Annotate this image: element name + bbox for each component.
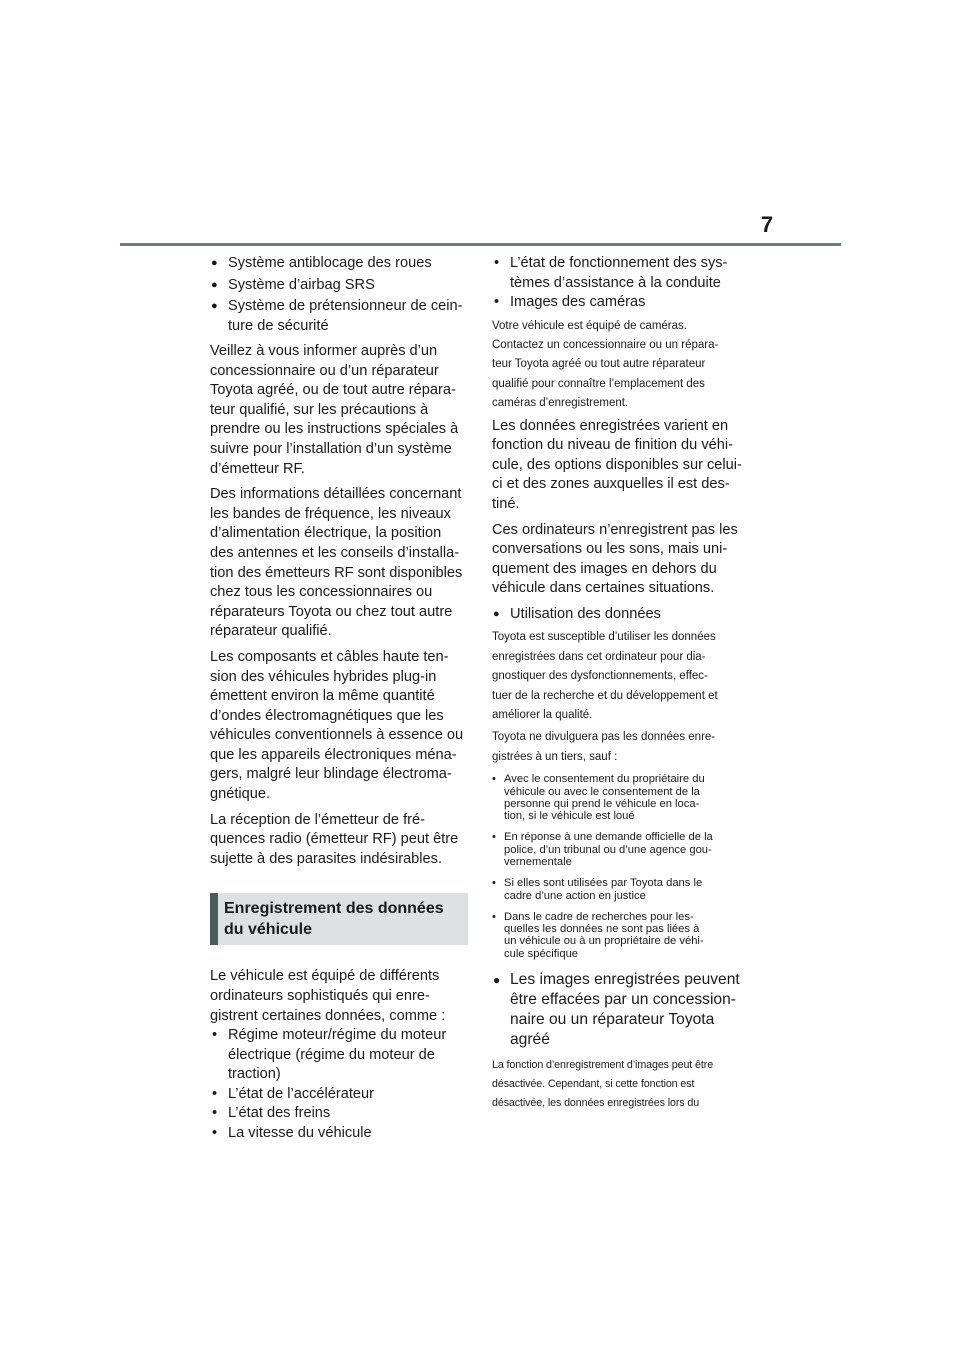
paragraph-rf-installation: Veillez à vous informer auprès d’un concessionnaire ou d’un réparateur Toyota agréé, ou de tout autre répara- teur qualifié, sur les précautions à prendre ou les instructions spéciales à suivre pour l’installation d’un système d’émetteur RF. xyxy=(210,343,459,477)
page-number: 7 xyxy=(760,212,774,237)
note-cameras: Votre véhicule est équipé de caméras. Contactez un concessionnaire ou un répara- teur Toyota agréé ou tout autre réparateur qualifié pour connaître l’emplacement des caméras d’enregistrement. xyxy=(492,319,719,410)
dash-item: • Régime moteur/régime du moteur électrique (régime du moteur de traction) xyxy=(210,1026,472,1085)
sub-item: • Dans le cadre de recherches pour les- quelles les données ne sont pas liées à un véhicule ou à un propriétaire de véhi- cule spécifique xyxy=(492,911,754,960)
bullet-item: ● Système d’airbag SRS xyxy=(210,276,472,296)
paragraph-no-sound: Ces ordinateurs n’enregistrent pas les conversations ou les sons, mais uni- quement des images en dehors du véhicule dans certaines situations. xyxy=(492,521,738,597)
dash-item: • L’état des freins xyxy=(210,1104,472,1124)
sub-item: • En réponse à une demande officielle de la police, d’un tribunal ou d’une agence gou- vernementale xyxy=(492,831,754,868)
paragraph-computers: Le véhicule est équipé de différents ordinateurs sophistiqués qui enre- gistrent certaines données, comme : xyxy=(210,968,446,1024)
bullet-text: Système de prétensionneur de cein- ture de sécurité xyxy=(228,298,463,334)
dash-item: • La vitesse du véhicule xyxy=(210,1124,472,1144)
section-heading-vehicle-data xyxy=(210,893,468,945)
section-title-line: du véhicule xyxy=(224,921,313,939)
left-column xyxy=(210,254,472,1143)
note-third-party: Toyota ne divulguera pas les données enre- gistrées à un tiers, sauf : xyxy=(492,731,716,763)
note-image-recording: La fonction d’enregistrement d’images peut être désactivée. Cependant, si cette fonction est désactivée, les données enregistrées lors du xyxy=(492,1059,714,1110)
bullet-item: ● Système antiblocage des roues xyxy=(210,254,472,274)
note-data-use: Toyota est susceptible d’utiliser les données enregistrées dans cet ordinateur pour dia- gnostiquer des dysfonctionnements, effec- tuer de la recherche et du développement et améliorer la qualité. xyxy=(492,631,718,721)
section-title-line: Enregistrement des données xyxy=(224,900,444,918)
right-column xyxy=(492,254,754,1116)
paragraph-interference: La réception de l’émetteur de fré- quences radio (émetteur RF) peut être sujette à des parasites indésirables. xyxy=(210,811,459,867)
header-rule xyxy=(120,243,841,246)
sub-item: • Si elles sont utilisées par Toyota dans le cadre d’une action en justice xyxy=(492,877,754,902)
bullet-item: ● Les images enregistrées peuvent être effacées par un concession- naire ou un réparateur Toyota agréé xyxy=(492,970,754,1050)
bullet-item xyxy=(210,297,472,336)
dash-item: • L’état de fonctionnement des sys- tèmes d’assistance à la conduite xyxy=(492,254,754,293)
dash-item: • L’état de l’accélérateur xyxy=(210,1085,472,1105)
sub-item: • Avec le consentement du propriétaire du véhicule ou avec le consentement de la personne qui prend le véhicule en loca- tion, si le véhicule est loué xyxy=(492,773,754,822)
paragraph-data-varies: Les données enregistrées varient en fonction du niveau de finition du véhi- cule, des options disponibles sur celui- ci et des zones auxquelles il est des- tiné. xyxy=(492,417,742,512)
dash-item: • Images des caméras xyxy=(492,293,754,313)
bullet-item: ● Utilisation des données xyxy=(492,605,754,625)
paragraph-rf-details: Des informations détaillées concernant les bandes de fréquence, les niveaux d’alimentation électrique, la position des antennes et les conseils d’installa- tion des émetteurs RF sont disponibles chez tous les concessionnaires ou réparateurs Toyota ou chez tout autre réparateur qualifié. xyxy=(210,486,463,640)
paragraph-high-voltage: Les composants et câbles haute ten- sion des véhicules hybrides plug-in émettent environ la même quantité d’ondes électromagnétiques que les véhicules conventionnels à essence ou que les appareils électroniques ména- gers, malgré leur blindage électroma- gnétique. xyxy=(210,648,464,803)
